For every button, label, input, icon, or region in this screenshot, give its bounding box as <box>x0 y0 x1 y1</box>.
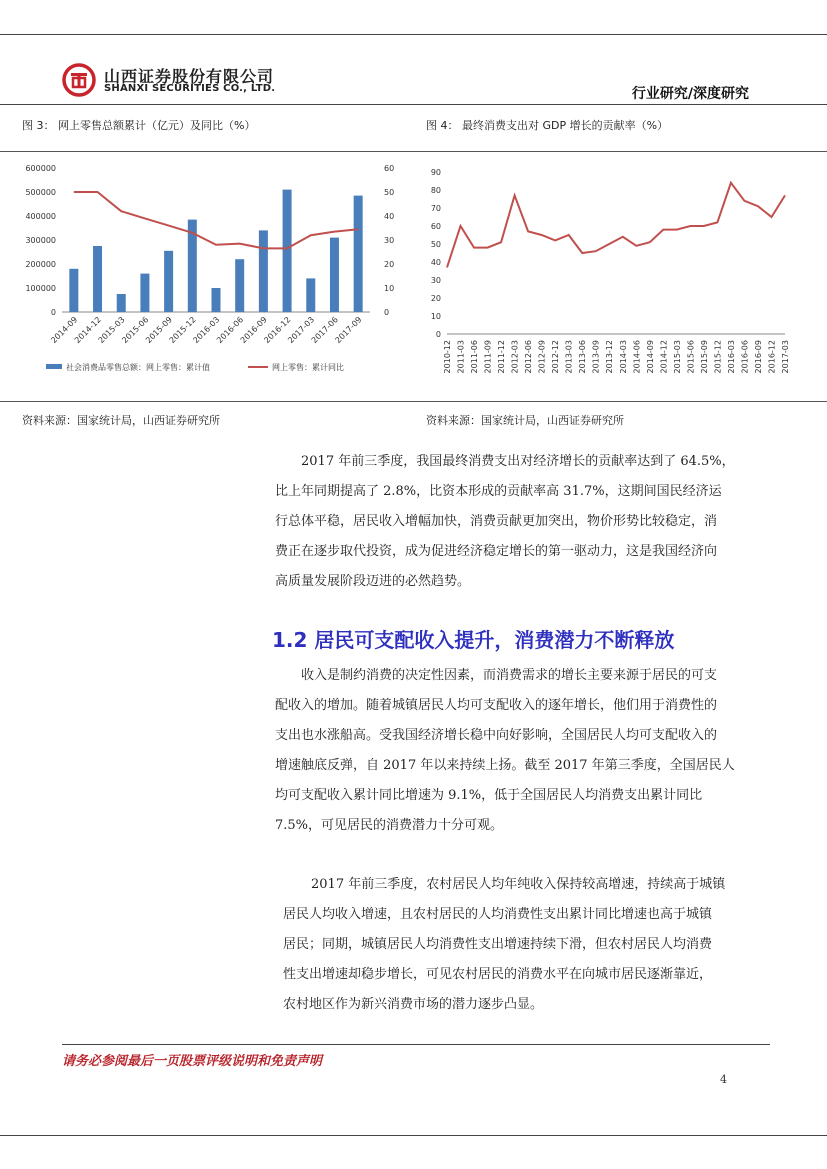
legend-bar-swatch <box>46 364 62 369</box>
figure-source-divider <box>0 401 827 402</box>
x-tick-label: 2013-06 <box>578 340 588 374</box>
consumption-contribution-line <box>447 183 785 268</box>
x-tick-label: 2014-12 <box>72 315 103 346</box>
x-tick-label: 2014-09 <box>645 340 655 374</box>
paragraph-line: 均可支配收入累计同比增速为 9.1%，低于全国居民人均消费支出累计同比 <box>275 788 703 803</box>
shanxi-securities-logo-icon <box>62 63 96 97</box>
bar-2014-09 <box>69 269 78 312</box>
x-tick-label: 2011-06 <box>470 340 480 374</box>
y-tick-label: 400000 <box>25 212 56 221</box>
figure3-label: 图 3： <box>22 119 55 132</box>
legend-bar-label: 社会消费品零售总额：网上零售：累计值 <box>66 363 210 372</box>
report-type: 行业研究/深度研究 <box>631 86 749 102</box>
x-tick-label: 2016-03 <box>191 315 222 346</box>
y2-tick-label: 10 <box>384 284 395 293</box>
bar-2017-06 <box>330 238 339 312</box>
y-tick-label: 500000 <box>25 188 56 197</box>
x-tick-label: 2011-12 <box>497 340 507 374</box>
x-tick-label: 2016-06 <box>740 340 750 374</box>
y-tick-label: 0 <box>435 330 441 339</box>
paragraph-line: 配收入的增加。随着城镇居民人均可支配收入的逐年增长，他们用于消费性的 <box>275 698 718 713</box>
x-tick-label: 2016-09 <box>753 340 763 374</box>
x-tick-label: 2014-06 <box>632 340 642 374</box>
bar-2017-09 <box>354 196 363 312</box>
x-tick-label: 2011-03 <box>456 340 466 374</box>
footer-divider <box>62 1044 770 1045</box>
disclaimer-link[interactable]: 请务必参阅最后一页股票评级说明和免责声明 <box>62 1054 323 1069</box>
bar-2016-12 <box>283 190 292 312</box>
paragraph-line: 收入是制约消费的决定性因素，而消费需求的增长主要来源于居民的可支 <box>301 668 718 683</box>
x-tick-label: 2015-09 <box>699 340 709 374</box>
figure3-chart <box>0 152 413 400</box>
y-tick-label: 20 <box>430 294 441 303</box>
paragraph-line: 增速触底反弹，自 2017 年以来持续上扬。截至 2017 年第三季度，全国居民人 <box>275 758 735 773</box>
company-name-cn: 山西证券股份有限公司 <box>104 67 275 86</box>
x-tick-label: 2014-12 <box>659 340 669 374</box>
paragraph-line: 居民人均收入增速，且农村居民的人均消费性支出累计同比增速也高于城镇 <box>283 907 713 922</box>
yoy-growth-line <box>74 192 358 248</box>
x-tick-label: 2012-12 <box>551 340 561 374</box>
paragraph-line: 2017 年前三季度，农村居民人均年纯收入保持较高增速，持续高于城镇 <box>311 877 726 892</box>
figure4-label: 图 4： <box>426 119 459 132</box>
bar-2014-12 <box>93 246 102 312</box>
x-tick-label: 2015-09 <box>144 315 175 346</box>
bar-2016-03 <box>212 288 221 312</box>
y-tick-label: 100000 <box>25 284 56 293</box>
x-tick-label: 2011-09 <box>483 340 493 374</box>
figure3-source: 资料来源：国家统计局，山西证券研究所 <box>22 414 220 427</box>
bar-2015-09 <box>164 251 173 312</box>
y-tick-label: 600000 <box>25 164 56 173</box>
x-tick-label: 2013-09 <box>591 340 601 374</box>
y2-tick-label: 50 <box>384 188 395 197</box>
page-number: 4 <box>720 1073 727 1086</box>
paragraph-line: 高质量发展阶段迈进的必然趋势。 <box>275 574 471 589</box>
y2-tick-label: 40 <box>384 212 395 221</box>
figure4-title-text: 最终消费支出对 GDP 增长的贡献率（%） <box>462 119 669 132</box>
y-tick-label: 10 <box>430 312 441 321</box>
x-tick-label: 2016-12 <box>262 315 293 346</box>
top-border-line <box>0 34 827 35</box>
x-tick-label: 2016-06 <box>215 315 246 346</box>
x-tick-label: 2015-06 <box>686 340 696 374</box>
x-tick-label: 2012-09 <box>537 340 547 374</box>
paragraph-line: 农村地区作为新兴消费市场的潜力逐步凸显。 <box>283 997 544 1012</box>
paragraph-income-growth <box>275 661 765 841</box>
x-tick-label: 2016-12 <box>767 340 777 374</box>
figure4-source: 资料来源：国家统计局，山西证券研究所 <box>426 414 624 427</box>
y-tick-label: 30 <box>430 276 441 285</box>
x-tick-label: 2012-06 <box>524 340 534 374</box>
paragraph-line: 居民；同期，城镇居民人均消费性支出增速持续下滑，但农村居民人均消费 <box>283 937 713 952</box>
x-tick-label: 2013-12 <box>605 340 615 374</box>
y-tick-label: 0 <box>50 308 56 317</box>
section-heading: 1.2 居民可支配收入提升，消费潜力不断释放 <box>272 628 675 652</box>
y-tick-label: 60 <box>430 222 441 231</box>
x-tick-label: 2015-03 <box>96 315 127 346</box>
figure4-chart <box>413 152 827 400</box>
bottom-border-line <box>0 1135 827 1136</box>
x-tick-label: 2017-09 <box>333 315 364 346</box>
y-tick-label: 90 <box>430 168 441 177</box>
x-tick-label: 2015-12 <box>713 340 723 374</box>
x-tick-label: 2015-03 <box>672 340 682 374</box>
x-tick-label: 2017-03 <box>781 340 790 374</box>
bar-2017-03 <box>306 278 315 312</box>
y2-tick-label: 0 <box>384 308 390 317</box>
bar-2016-06 <box>235 259 244 312</box>
paragraph-line: 行总体平稳，居民收入增幅加快，消费贡献更加突出，物价形势比较稳定，消 <box>275 514 718 529</box>
bar-2016-09 <box>259 230 268 312</box>
header-divider <box>0 104 827 105</box>
x-tick-label: 2014-09 <box>49 315 80 346</box>
x-tick-label: 2013-03 <box>564 340 574 374</box>
y-tick-label: 80 <box>430 186 441 195</box>
x-tick-label: 2016-09 <box>238 315 269 346</box>
paragraph-line: 费正在逐步取代投资，成为促进经济稳定增长的第一驱动力，这是我国经济向 <box>275 544 718 559</box>
bar-2015-03 <box>117 294 126 312</box>
x-tick-label: 2014-03 <box>618 340 628 374</box>
legend-line-label: 网上零售：累计同比 <box>272 363 344 372</box>
y-tick-label: 70 <box>430 204 441 213</box>
y-tick-label: 50 <box>430 240 441 249</box>
x-tick-label: 2010-12 <box>443 340 452 374</box>
paragraph-line: 性支出增速却稳步增长，可见农村居民的消费水平在向城市居民逐渐靠近， <box>283 967 713 982</box>
paragraph-line: 比上年同期提高了 2.8%，比资本形成的贡献率高 31.7%，这期间国民经济运 <box>275 484 722 499</box>
x-tick-label: 2012-03 <box>510 340 520 374</box>
paragraph-line: 2017 年前三季度，我国最终消费支出对经济增长的贡献率达到了 64.5%， <box>301 454 735 469</box>
y-tick-label: 200000 <box>25 260 56 269</box>
paragraph-rural-consumption <box>283 870 769 1020</box>
figure3-title-text: 网上零售总额累计（亿元）及同比（%） <box>58 119 256 132</box>
figure3-title <box>22 117 255 133</box>
x-tick-label: 2015-12 <box>167 315 198 346</box>
x-tick-label: 2017-06 <box>309 315 340 346</box>
paragraph-consumption-contribution <box>275 447 765 597</box>
bar-2015-06 <box>140 274 149 312</box>
x-tick-label: 2017-03 <box>286 315 317 346</box>
company-name-en: SHANXI SECURITIES CO., LTD. <box>104 83 276 94</box>
y2-tick-label: 20 <box>384 260 395 269</box>
y-tick-label: 300000 <box>25 236 56 245</box>
paragraph-line: 7.5%，可见居民的消费潜力十分可观。 <box>275 818 504 833</box>
y2-tick-label: 30 <box>384 236 395 245</box>
y-tick-label: 40 <box>430 258 441 267</box>
paragraph-line: 支出也水涨船高。受我国经济增长稳中向好影响，全国居民人均可支配收入的 <box>275 728 718 743</box>
x-tick-label: 2016-03 <box>726 340 736 374</box>
figure4-title <box>426 117 668 133</box>
x-tick-label: 2015-06 <box>120 315 151 346</box>
y2-tick-label: 60 <box>384 164 395 173</box>
